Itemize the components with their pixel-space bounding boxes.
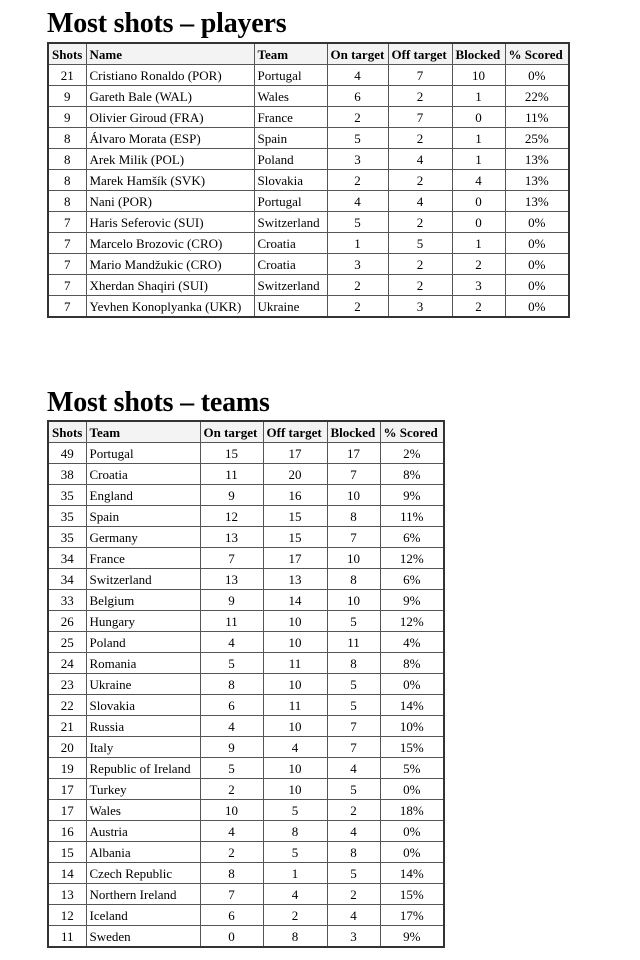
table-cell: 17 <box>48 800 86 821</box>
table-cell: 2 <box>327 800 380 821</box>
table-cell: 22% <box>505 86 569 107</box>
table-cell: 1 <box>452 233 505 254</box>
table-row <box>48 653 444 674</box>
table-cell: 15 <box>263 506 327 527</box>
table-cell: 15% <box>380 884 444 905</box>
table-cell: 19 <box>48 758 86 779</box>
table-cell: Mario Mandžukic (CRO) <box>86 254 254 275</box>
teams-section-title: Most shots – teams <box>47 387 270 418</box>
table-row <box>48 674 444 695</box>
table-cell: 2 <box>388 86 452 107</box>
table-cell: Slovakia <box>86 695 200 716</box>
table-cell: Álvaro Morata (ESP) <box>86 128 254 149</box>
table-cell: Arek Milik (POL) <box>86 149 254 170</box>
table-cell: Spain <box>254 128 327 149</box>
teams-shots-table <box>47 420 445 948</box>
column-header: Team <box>254 43 327 65</box>
table-cell: 0% <box>505 233 569 254</box>
table-cell: Wales <box>254 86 327 107</box>
table-cell: 21 <box>48 716 86 737</box>
players-shots-table <box>47 42 570 318</box>
table-cell: 3 <box>388 296 452 318</box>
table-row <box>48 65 569 86</box>
table-cell: 7 <box>200 548 263 569</box>
table-cell: 8 <box>263 821 327 842</box>
table-cell: 5 <box>388 233 452 254</box>
table-cell: 0% <box>505 212 569 233</box>
table-row <box>48 296 569 318</box>
table-cell: 8 <box>327 653 380 674</box>
table-cell: 7 <box>327 716 380 737</box>
table-cell: Haris Seferovic (SUI) <box>86 212 254 233</box>
table-cell: Switzerland <box>254 212 327 233</box>
table-row <box>48 107 569 128</box>
table-cell: 35 <box>48 485 86 506</box>
table-cell: 13 <box>48 884 86 905</box>
table-cell: 5 <box>327 674 380 695</box>
table-cell: 0% <box>505 296 569 318</box>
column-header: Name <box>86 43 254 65</box>
table-cell: 10 <box>263 779 327 800</box>
table-cell: 0% <box>380 674 444 695</box>
table-cell: 10 <box>263 632 327 653</box>
table-row <box>48 464 444 485</box>
table-cell: 7 <box>327 737 380 758</box>
table-cell: Italy <box>86 737 200 758</box>
table-cell: 10 <box>327 590 380 611</box>
players-header-row <box>48 43 569 65</box>
table-cell: 12% <box>380 548 444 569</box>
table-cell: Spain <box>86 506 200 527</box>
table-row <box>48 632 444 653</box>
table-cell: 8 <box>48 170 86 191</box>
table-cell: France <box>86 548 200 569</box>
table-cell: 4 <box>388 191 452 212</box>
table-cell: 2 <box>388 254 452 275</box>
table-cell: 2 <box>200 779 263 800</box>
table-cell: 34 <box>48 548 86 569</box>
table-cell: 6 <box>200 905 263 926</box>
table-cell: 4% <box>380 632 444 653</box>
column-header: Shots <box>48 421 86 443</box>
table-cell: 1 <box>452 149 505 170</box>
table-cell: 2 <box>452 254 505 275</box>
column-header: Blocked <box>327 421 380 443</box>
table-row <box>48 926 444 948</box>
column-header: Blocked <box>452 43 505 65</box>
table-cell: 4 <box>200 821 263 842</box>
table-cell: 7 <box>48 212 86 233</box>
table-row <box>48 884 444 905</box>
column-header: On target <box>327 43 388 65</box>
table-cell: 2 <box>388 170 452 191</box>
table-cell: 6% <box>380 527 444 548</box>
table-cell: 4 <box>452 170 505 191</box>
table-cell: 15% <box>380 737 444 758</box>
table-cell: 21 <box>48 65 86 86</box>
table-cell: 10 <box>263 674 327 695</box>
table-row <box>48 569 444 590</box>
table-cell: 38 <box>48 464 86 485</box>
table-cell: 3 <box>327 254 388 275</box>
table-cell: 10 <box>200 800 263 821</box>
table-cell: 3 <box>452 275 505 296</box>
table-cell: Marek Hamšík (SVK) <box>86 170 254 191</box>
table-cell: Nani (POR) <box>86 191 254 212</box>
table-row <box>48 590 444 611</box>
table-cell: 2 <box>327 170 388 191</box>
table-cell: 8 <box>48 191 86 212</box>
table-cell: 13 <box>263 569 327 590</box>
table-cell: 5 <box>327 863 380 884</box>
table-cell: Croatia <box>86 464 200 485</box>
table-cell: 0 <box>452 107 505 128</box>
table-cell: 7 <box>48 275 86 296</box>
table-cell: 9% <box>380 590 444 611</box>
table-cell: 0% <box>380 779 444 800</box>
column-header: On target <box>200 421 263 443</box>
table-cell: 15 <box>263 527 327 548</box>
table-cell: 7 <box>327 527 380 548</box>
table-cell: 17 <box>48 779 86 800</box>
table-cell: Hungary <box>86 611 200 632</box>
table-row <box>48 485 444 506</box>
table-cell: 0% <box>380 821 444 842</box>
table-cell: 8 <box>48 128 86 149</box>
table-cell: 13% <box>505 149 569 170</box>
table-cell: 18% <box>380 800 444 821</box>
table-cell: 5 <box>327 128 388 149</box>
table-cell: 0 <box>200 926 263 948</box>
table-cell: 4 <box>327 191 388 212</box>
table-cell: Portugal <box>254 191 327 212</box>
table-cell: 9 <box>48 107 86 128</box>
table-cell: 2 <box>200 842 263 863</box>
table-cell: 8 <box>327 506 380 527</box>
table-cell: 17% <box>380 905 444 926</box>
table-cell: 20 <box>263 464 327 485</box>
table-cell: 24 <box>48 653 86 674</box>
table-cell: 4 <box>263 737 327 758</box>
teams-header-row <box>48 421 444 443</box>
table-cell: 9 <box>200 485 263 506</box>
column-header: % Scored <box>505 43 569 65</box>
table-cell: 10 <box>263 611 327 632</box>
column-header: % Scored <box>380 421 444 443</box>
table-cell: 4 <box>327 821 380 842</box>
table-cell: 5 <box>327 611 380 632</box>
table-cell: 8% <box>380 653 444 674</box>
table-cell: Slovakia <box>254 170 327 191</box>
table-cell: 6 <box>200 695 263 716</box>
table-cell: France <box>254 107 327 128</box>
table-cell: 12 <box>48 905 86 926</box>
table-cell: 16 <box>263 485 327 506</box>
table-row <box>48 905 444 926</box>
table-cell: 10 <box>327 485 380 506</box>
table-cell: 12 <box>200 506 263 527</box>
table-cell: 8 <box>48 149 86 170</box>
table-cell: 4 <box>327 65 388 86</box>
table-cell: Cristiano Ronaldo (POR) <box>86 65 254 86</box>
table-cell: 4 <box>327 905 380 926</box>
table-cell: 11% <box>380 506 444 527</box>
table-cell: 34 <box>48 569 86 590</box>
table-cell: 0% <box>505 254 569 275</box>
table-cell: 11% <box>505 107 569 128</box>
table-cell: 13 <box>200 527 263 548</box>
table-cell: 2 <box>327 884 380 905</box>
table-cell: 8 <box>327 842 380 863</box>
table-cell: 1 <box>263 863 327 884</box>
table-cell: Marcelo Brozovic (CRO) <box>86 233 254 254</box>
table-cell: 17 <box>327 443 380 464</box>
column-header: Off target <box>263 421 327 443</box>
table-cell: 14 <box>48 863 86 884</box>
table-cell: 35 <box>48 506 86 527</box>
table-cell: 2 <box>388 128 452 149</box>
table-cell: 4 <box>327 758 380 779</box>
table-cell: 9% <box>380 485 444 506</box>
table-cell: 17 <box>263 443 327 464</box>
table-cell: 7 <box>48 296 86 318</box>
table-cell: 5 <box>327 695 380 716</box>
table-cell: 13% <box>505 191 569 212</box>
players-section-title: Most shots – players <box>47 8 287 39</box>
table-cell: Turkey <box>86 779 200 800</box>
table-cell: Iceland <box>86 905 200 926</box>
table-row <box>48 758 444 779</box>
table-cell: 11 <box>200 611 263 632</box>
table-cell: 15 <box>48 842 86 863</box>
table-cell: 0% <box>505 65 569 86</box>
table-cell: 5% <box>380 758 444 779</box>
table-cell: Germany <box>86 527 200 548</box>
column-header: Off target <box>388 43 452 65</box>
table-cell: Croatia <box>254 233 327 254</box>
table-cell: 2% <box>380 443 444 464</box>
table-row <box>48 695 444 716</box>
table-cell: Gareth Bale (WAL) <box>86 86 254 107</box>
table-row <box>48 275 569 296</box>
column-header: Shots <box>48 43 86 65</box>
table-cell: Romania <box>86 653 200 674</box>
table-cell: 8 <box>200 674 263 695</box>
table-cell: 9% <box>380 926 444 948</box>
table-row <box>48 527 444 548</box>
table-cell: 7 <box>48 254 86 275</box>
table-cell: England <box>86 485 200 506</box>
table-cell: Poland <box>86 632 200 653</box>
table-cell: Wales <box>86 800 200 821</box>
table-cell: Yevhen Konoplyanka (UKR) <box>86 296 254 318</box>
table-row <box>48 86 569 107</box>
table-cell: 17 <box>263 548 327 569</box>
table-cell: 3 <box>327 926 380 948</box>
table-cell: 10 <box>263 758 327 779</box>
table-row <box>48 548 444 569</box>
table-cell: Belgium <box>86 590 200 611</box>
table-cell: 7 <box>48 233 86 254</box>
table-cell: 8 <box>327 569 380 590</box>
table-cell: 9 <box>200 590 263 611</box>
table-cell: 2 <box>263 905 327 926</box>
table-cell: 10 <box>327 548 380 569</box>
table-cell: 6 <box>327 86 388 107</box>
table-cell: 8 <box>200 863 263 884</box>
table-cell: 26 <box>48 611 86 632</box>
table-cell: 0 <box>452 191 505 212</box>
table-cell: Sweden <box>86 926 200 948</box>
table-row <box>48 779 444 800</box>
table-row <box>48 233 569 254</box>
table-cell: Croatia <box>254 254 327 275</box>
table-cell: 5 <box>327 212 388 233</box>
table-row <box>48 149 569 170</box>
table-row <box>48 863 444 884</box>
table-cell: 8% <box>380 464 444 485</box>
table-row <box>48 716 444 737</box>
table-cell: 10 <box>263 716 327 737</box>
table-cell: 9 <box>200 737 263 758</box>
table-cell: Albania <box>86 842 200 863</box>
table-cell: 9 <box>48 86 86 107</box>
table-cell: 16 <box>48 821 86 842</box>
table-row <box>48 191 569 212</box>
table-cell: 1 <box>452 128 505 149</box>
table-cell: Switzerland <box>86 569 200 590</box>
table-cell: 13 <box>200 569 263 590</box>
table-cell: 2 <box>388 212 452 233</box>
table-cell: 15 <box>200 443 263 464</box>
table-cell: 14% <box>380 863 444 884</box>
table-cell: Republic of Ireland <box>86 758 200 779</box>
table-cell: Northern Ireland <box>86 884 200 905</box>
table-cell: 11 <box>263 653 327 674</box>
table-cell: 4 <box>263 884 327 905</box>
table-row <box>48 821 444 842</box>
table-row <box>48 737 444 758</box>
table-cell: 2 <box>327 296 388 318</box>
table-cell: 4 <box>388 149 452 170</box>
table-cell: 2 <box>327 275 388 296</box>
table-cell: Czech Republic <box>86 863 200 884</box>
table-cell: Poland <box>254 149 327 170</box>
table-cell: 11 <box>327 632 380 653</box>
table-cell: 7 <box>388 65 452 86</box>
table-cell: Olivier Giroud (FRA) <box>86 107 254 128</box>
table-cell: 5 <box>263 842 327 863</box>
table-cell: 1 <box>327 233 388 254</box>
table-cell: 7 <box>327 464 380 485</box>
table-cell: 7 <box>388 107 452 128</box>
table-cell: Portugal <box>254 65 327 86</box>
table-cell: 0 <box>452 212 505 233</box>
table-cell: Russia <box>86 716 200 737</box>
table-row <box>48 611 444 632</box>
players-table-body <box>48 65 569 318</box>
table-cell: 2 <box>452 296 505 318</box>
table-cell: Ukraine <box>86 674 200 695</box>
table-cell: 11 <box>48 926 86 948</box>
table-cell: 11 <box>200 464 263 485</box>
table-row <box>48 506 444 527</box>
table-cell: 6% <box>380 569 444 590</box>
table-cell: Austria <box>86 821 200 842</box>
table-row <box>48 170 569 191</box>
table-row <box>48 254 569 275</box>
table-cell: 5 <box>200 758 263 779</box>
table-row <box>48 443 444 464</box>
table-cell: 0% <box>380 842 444 863</box>
table-row <box>48 128 569 149</box>
table-row <box>48 800 444 821</box>
column-header: Team <box>86 421 200 443</box>
table-cell: 20 <box>48 737 86 758</box>
table-cell: Xherdan Shaqiri (SUI) <box>86 275 254 296</box>
table-cell: 49 <box>48 443 86 464</box>
table-cell: 25% <box>505 128 569 149</box>
table-cell: 5 <box>200 653 263 674</box>
table-cell: 11 <box>263 695 327 716</box>
table-cell: 22 <box>48 695 86 716</box>
table-row <box>48 842 444 863</box>
table-cell: 12% <box>380 611 444 632</box>
table-cell: Portugal <box>86 443 200 464</box>
table-cell: Switzerland <box>254 275 327 296</box>
table-cell: 13% <box>505 170 569 191</box>
table-cell: 2 <box>327 107 388 128</box>
table-cell: 23 <box>48 674 86 695</box>
table-cell: 10 <box>452 65 505 86</box>
table-cell: 0% <box>505 275 569 296</box>
table-cell: 5 <box>263 800 327 821</box>
table-row <box>48 212 569 233</box>
table-cell: 4 <box>200 632 263 653</box>
table-cell: 33 <box>48 590 86 611</box>
table-cell: 4 <box>200 716 263 737</box>
table-cell: 2 <box>388 275 452 296</box>
table-cell: 25 <box>48 632 86 653</box>
table-cell: 10% <box>380 716 444 737</box>
table-cell: 1 <box>452 86 505 107</box>
table-cell: 35 <box>48 527 86 548</box>
table-cell: 3 <box>327 149 388 170</box>
table-cell: Ukraine <box>254 296 327 318</box>
table-cell: 7 <box>200 884 263 905</box>
table-cell: 14 <box>263 590 327 611</box>
teams-table-body <box>48 443 444 948</box>
table-cell: 8 <box>263 926 327 948</box>
table-cell: 14% <box>380 695 444 716</box>
table-cell: 5 <box>327 779 380 800</box>
